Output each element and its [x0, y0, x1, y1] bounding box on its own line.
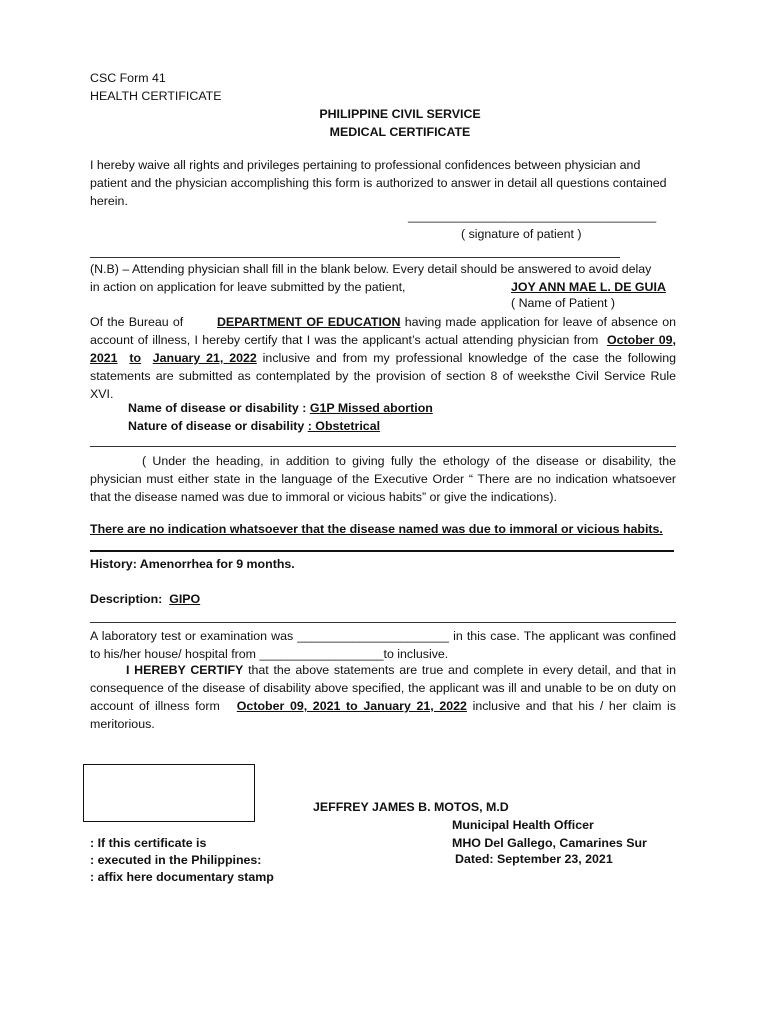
bureau-paragraph [90, 313, 676, 403]
period-to: January 21, 2022 [152, 351, 257, 365]
stamp-note-3: : affix here documentary stamp [90, 870, 274, 884]
form-number: CSC Form 41 [90, 71, 166, 85]
instruction-text: ( Under the heading, in addition to giving fully the ethology of the disease or disability, the physician must either state in the language of the Executive Order “ There are no indication whatsoever that the disease named was due to immoral or vicious habits” or give the indications). [90, 454, 676, 504]
lab-text-b: in this case. The applicant was confined to his/her house/ hospital from [90, 629, 676, 661]
lab-blank-a: ______________________ [297, 629, 449, 643]
stamp-note-1: : If this certificate is [90, 836, 207, 850]
disease-name-value: G1P Missed abortion [309, 401, 433, 415]
lab-text-c: to inclusive. [383, 647, 449, 661]
period-to-word: to [129, 351, 142, 365]
physician-office: MHO Del Gallego, Camarines Sur [452, 836, 647, 850]
disease-nature-row [128, 419, 380, 433]
documentary-stamp-box [83, 764, 255, 822]
separator-line [90, 622, 676, 623]
disease-nature-label: Nature of disease or disability [128, 419, 305, 433]
disease-name-row [128, 401, 433, 415]
waiver-text: I hereby waive all rights and privileges pertaining to professional confidences between physician and patient and the physician accomplishing this form is authorized to answer in detail all questions contained herein. [90, 158, 667, 208]
patient-signature-label: ( signature of patient ) [461, 227, 582, 241]
description-row [90, 592, 200, 606]
form-type: HEALTH CERTIFICATE [90, 89, 222, 103]
nb-line-2: in action on application for leave submitted by the patient, [90, 280, 406, 294]
history-value: : Amenorrhea for 9 months. [132, 557, 295, 571]
disease-name-label: Name of disease or disability : [128, 401, 307, 415]
certify-period: October 09, 2021 to January 21, 2022 [236, 699, 467, 713]
period-from: October 09, 2021 [90, 333, 676, 365]
description-label: Description: [90, 592, 163, 606]
description-value: GIPO [169, 592, 201, 606]
certify-text-b: inclusive and that his / her claim is meritorious. [90, 699, 676, 731]
physician-position: Municipal Health Officer [452, 818, 594, 832]
physician-name: JEFFREY JAMES B. MOTOS, M.D [313, 800, 509, 814]
history-label: History [90, 557, 133, 571]
lab-text-a: A laboratory test or examination was [90, 629, 294, 643]
separator-line-thick [90, 550, 674, 552]
bureau-name: DEPARTMENT OF EDUCATION [216, 315, 401, 329]
nb-line-1: (N.B) – Attending physician shall fill in the blank below. Every detail should be answered to avoid delay [90, 262, 652, 276]
stamp-note-2: : executed in the Philippines: [90, 853, 262, 867]
certify-paragraph [90, 661, 676, 733]
separator-line [90, 257, 620, 258]
patient-name: JOY ANN MAE L. DE GUIA [511, 280, 666, 294]
patient-name-label: ( Name of Patient ) [511, 296, 615, 310]
indication-statement: There are no indication whatsoever that the disease named was due to immoral or vicious habits. [90, 522, 663, 536]
title-medical-certificate: MEDICAL CERTIFICATE [329, 125, 471, 139]
bureau-text-b: inclusive and from my professional knowledge of the case the following statements are submitted as contemplated by the provision of section 8 of weeksthe Civil Service Rule XVI. [90, 351, 677, 401]
lab-paragraph [90, 627, 676, 663]
patient-signature-line: ____________________________________ [408, 209, 657, 223]
history-row [90, 557, 295, 571]
certify-lead: I HEREBY CERTIFY [126, 663, 244, 677]
bureau-prefix: Of the Bureau of [90, 315, 184, 329]
certify-text-a: that the above statements are true and complete in every detail, and that in consequence of the disease of disability above specified, the applicant was ill and unable to be on duty on account of illness form [90, 663, 676, 713]
bureau-text-a: having made application for leave of absence on account of illness, I hereby certify that I was the applicant’s actual attending physician from [90, 315, 677, 347]
disease-nature-value: : Obstetrical [307, 419, 381, 433]
lab-blank-b: __________________ [259, 647, 384, 661]
title-civil-service: PHILIPPINE CIVIL SERVICE [319, 107, 481, 121]
separator-line [90, 446, 676, 447]
date-signed: Dated: September 23, 2021 [455, 852, 613, 866]
